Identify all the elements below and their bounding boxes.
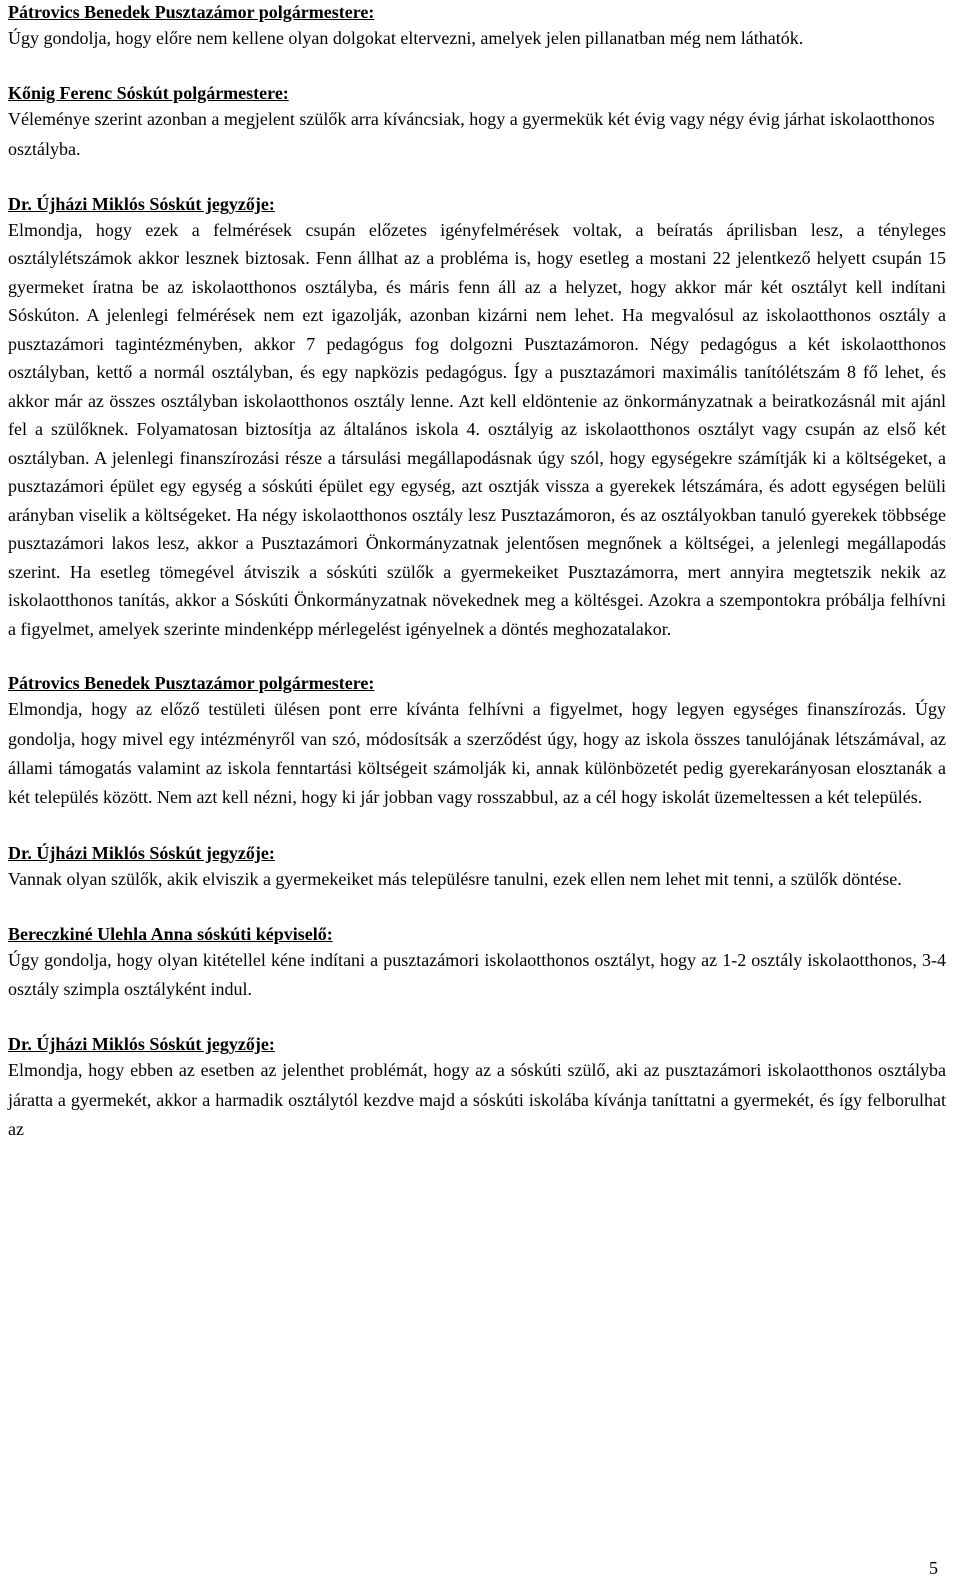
speech-paragraph: Vannak olyan szülők, akik elviszik a gyermekeiket más településre tanulni, ezek ellen nem lehet mit tenni, a szülők döntése. xyxy=(8,868,902,889)
speaker-heading: Pátrovics Benedek Pusztazámor polgármestere: xyxy=(8,673,375,694)
speech-paragraph: Elmondja, hogy ezek a felmérések csupán előzetes igényfelmérések voltak, a beíratás áprilisban lesz, a tényleges osztálylétszámok akkor lesznek biztosak. Fenn állhat az a probléma is, hogy esetleg a mostani 22 jelentkező helyett csupán 15 gyermeket íratna be az iskolaotthonos osztályba, és máris fenn áll az a helyzet, hogy akkor már két osztályt kell indítani Sóskúton. A jelenlegi felmérések nem ezt igazolják, azonban kizárni nem lehet. Ha megvalósul az iskolaotthonos osztály a pusztazámori tagintézményben, akkor 7 pedagógus fog dolgozni Pusztazámoron. Négy pedagógus a két iskolaotthonos osztályban, kettő a normál osztályban, és egy napközis pedagógus. Így a pusztazámori maximális tanítólétszám 8 fő lehet, és akkor már az összes osztályban iskolaotthonos osztály lenne. Azt kell eldöntenie az önkormányzatnak a beiratkozásnál mit ajánl fel a szülőknek. Folyamatosan biztosítja az általános iskola 4. osztályig az iskolaotthonos osztályt vagy csupán az első két osztályban. A jelenlegi finanszírozási része a társulási megállapodásnak úgy szól, hogy egységekre számítják ki a költségeket, a pusztazámori épület egy egység a sóskúti épület egy egység, azt osztják vissza a gyerekek létszámára, és adott egységen belüli arányban viselik a költségeket. Ha négy iskolaotthonos osztály lesz Pusztazámoron, és az osztályokban tanuló gyerekek többsége pusztazámori lakos lesz, akkor a Pusztazámori Önkormányzatnak jelentősen megnőnek a költségei, a jelenlegi megállapodás szerint. Ha esetleg tömegével átviszik a sóskúti szülők a gyermekeiket Pusztazámorra, mert annyira megtetszik nekik az iskolaotthonos tanítás, akkor a Sóskúti Önkormányzatnak növekednek meg a költésgei. Azokra a szempontokra próbálja felhívni a figyelmet, amelyek szerinte mindenképp mérlegelést igényelnek a döntés meghozatalakor. xyxy=(8,219,946,639)
speech-section xyxy=(8,0,946,53)
speech-paragraph: Úgy gondolja, hogy olyan kitétellel kéne indítani a pusztazámori iskolaotthonos osztályt, hogy az 1-2 osztály iskolaotthonos, 3-4 osztály szimpla osztályként indul. xyxy=(8,949,946,1000)
speech-section xyxy=(8,1032,946,1144)
speaker-heading: Dr. Újházi Miklós Sóskút jegyzője: xyxy=(8,1034,275,1055)
speech-paragraph: Véleménye szerint azonban a megjelent szülők arra kíváncsiak, hogy a gyermekük két évig vagy négy évig járhat iskolaotthonos osztályba. xyxy=(8,109,935,159)
speech-paragraph: Elmondja, hogy az előző testületi ülésen pont erre kívánta felhívni a figyelmet, hogy legyen egységes finanszírozás. Úgy gondolja, hogy mivel egy intézményről van szó, módosítsák a szerződést úgy, hogy az iskola összes tanulójának létszámával, az állami támogatás valamint az iskola fenntartási költségeit számolják ki, annak különbözetét pedig gyerekarányosan elosztanák a két település között. Nem azt kell nézni, hogy ki jár jobban vagy rosszabbul, az a cél hogy iskolát üzemeltessen a két település. xyxy=(8,699,946,808)
speaker-heading: Dr. Újházi Miklós Sóskút jegyzője: xyxy=(8,842,275,863)
speaker-heading: Bereczkiné Ulehla Anna sóskúti képviselő: xyxy=(8,923,333,944)
speech-section xyxy=(8,841,946,894)
speech-section xyxy=(8,671,946,812)
speaker-heading: Kőnig Ferenc Sóskút polgármestere: xyxy=(8,83,289,104)
speech-section xyxy=(8,81,946,164)
speech-section xyxy=(8,192,946,644)
speech-paragraph: Elmondja, hogy ebben az esetben az jelenthet problémát, hogy az a sóskúti szülő, aki az pusztazámori iskolaotthonos osztályba járatta a gyermekét, akkor a harmadik osztálytól kezdve majd a sóskúti iskolába kívánja taníttatni a gyermekét, és így felborulhat az xyxy=(8,1060,946,1140)
speaker-heading: Dr. Újházi Miklós Sóskút jegyzője: xyxy=(8,193,275,214)
page-number: 5 xyxy=(929,1558,938,1578)
speaker-heading: Pátrovics Benedek Pusztazámor polgármestere: xyxy=(8,2,375,22)
document-page xyxy=(8,0,946,1172)
speech-section xyxy=(8,922,946,1005)
speech-paragraph: Úgy gondolja, hogy előre nem kellene olyan dolgokat eltervezni, amelyek jelen pillanatban még nem láthatók. xyxy=(8,28,804,48)
